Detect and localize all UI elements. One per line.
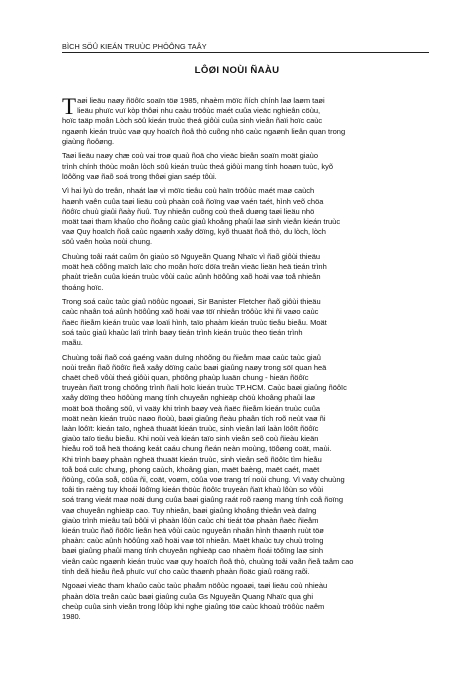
text-line: lieäu phuïc vuï kòp thôøi nhu caàu tröôùc maét cuûa vieäc nghieân cöùu, [77, 106, 321, 116]
text-line: moät taøi tham khaûo cho ñoâng caùc giaû khoâng phaûi laø sinh vieân kieán truùc [62, 217, 341, 227]
text-line: xaây döïng theo höôùng mang tính chuyeân nghieäp chöù khoâng phaûi laø [62, 393, 316, 403]
text-line: truyeàn ñaït trong chöông trình ñaïi hoïc kieán truùc TP.HCM. Caùc baøi giaûng ñöôïc [62, 383, 347, 393]
paragraph [62, 252, 430, 293]
text-line: giaùo trình mieâu taû bôûi vì phaàn lôùn caùc chi tieát töø phaàn ñaëc ñieåm [62, 515, 319, 525]
text-line: maãu. [62, 338, 83, 348]
text-line: phaàn döïa treân caùc baøi giaûng cuûa Gs Nguyeãn Quang Nhaïc qua ghi [62, 591, 314, 601]
text-line: ñöôïc chuù giaûi ñaày ñuû. Tuy nhieân cuõng coù theå duøng taøi lieäu nhö [62, 206, 315, 216]
page-title: LÔØI NOÙI ÑAÀU [194, 65, 280, 76]
text-line: moät boä thoâng söû, vì vaäy khi trình baøy veà ñaëc ñieåm kieán truùc cuûa [62, 403, 321, 413]
text-line: hieåu roõ toå heä thoáng keát caáu chung ñeán neàn moùng, töôøng coät, maùi. [62, 444, 332, 454]
text-line: giaùo taïo tieâu bieåu. Khi noùi veà kieán taïo sinh vieân seõ coù ñieàu kieän [62, 434, 319, 444]
text-line: chaët cheõ vôùi theá giôùi quan, phöông phaùp luaän chung - hieän ñöôïc [62, 373, 309, 383]
text-line: kieán truùc ñaõ ñöôïc lieân heä vôùi caùc nguyeân nhaân hình thaønh ruùt töø [62, 526, 324, 536]
text-line: ngaønh kieán truùc vaø quy hoaïch ñoâ thò cuõng nhö caùc ngaønh lieân quan trong [62, 126, 346, 136]
text-line: 1980. [62, 612, 81, 622]
text-line: toå boá cuïc chung, phong caùch, khoâng gian, maët baèng, maët caét, maët [62, 464, 320, 474]
paragraph [62, 353, 430, 577]
paragraph [62, 186, 430, 247]
text-line: ñaëc ñieåm kieán truùc vaø loaïi hình, taïo phaàm kieán truùc tieâu bieåu. Moät [62, 317, 327, 327]
text-line: Vì hai lyù do treân, nhaát laø vì möïc tieâu coù haïn tröôùc maét maø caùch [62, 186, 315, 196]
drop-cap: T [62, 94, 77, 119]
document-body [62, 96, 430, 622]
text-line: vieân caùc ngaønh kieán truùc vaø quy hoaïch ñoâ thò, chuùng toâi vaãn ñeå taâm cao [62, 556, 354, 566]
text-line: aøi lieäu naøy ñöôïc soaïn töø 1985, nhaèm möïc ñích chính laø laøm taøi [77, 96, 325, 105]
text-line: Chuùng toâi ñaõ coá gaéng vaän duïng nhöõng öu ñieåm maø caùc taùc giaû [62, 352, 321, 362]
running-header: BÌCH SÖÛ KIEÁN TRUÙC PHÖÔNG TAÂY [62, 42, 207, 51]
text-line: trình chính thöùc moân lòch söû kieán truùc theá giôùi mang tính hoaøn tuùc, kyõ [62, 161, 333, 171]
text-line: thoáng hoïc. [62, 282, 104, 292]
paragraph [62, 96, 430, 147]
paragraph [62, 297, 430, 348]
text-line: vaø Quy hoaïch ñoâ caùc ngaønh xaây döïng, kyõ thuaät ñoâ thò, du lòch, lòch [62, 227, 326, 237]
text-line: soá taùc giaû khaùc laïi trình baøy tieán trình kieán truùc theo tieán trình [62, 327, 303, 337]
text-line: laàn löôït: kieán taïo, ngheä thuaät kieán truùc, sinh vieân laïi laàn löôït ñöôïc [62, 424, 319, 434]
header-rule [62, 52, 429, 53]
text-line: cheùp cuûa sinh vieân trong lôùp khi nghe giaûng töø caùc khoaù tröôùc naêm [62, 601, 325, 611]
text-line: haønh vaên cuûa taøi lieäu coù phaàn coâ ñoïng vaø vaén taét, hình veõ chöa [62, 196, 324, 206]
text-line: Ngoaøi vieäc tham khaûo caùc taùc phaåm nöôùc ngoaøi, taøi lieäu coù nhieàu [62, 581, 328, 591]
text-line: Khi trình baøy phaàn ngheä thuaät kieán truùc, sinh vieân seõ ñöôïc tìm hieåu [62, 454, 322, 464]
text-line: Taøi lieäu naøy chæ coù vai troø quaù ñoä cho vieäc bieân soaïn moät giaùo [62, 151, 318, 161]
text-line: giaùng ñoôøng. [62, 136, 115, 146]
paragraph [62, 581, 430, 622]
text-line: hoïc taäp moân Lòch söû kieán truùc theá giôùi cuûa sinh vieân ñaïi hoïc caùc [62, 116, 323, 126]
text-line: phaùt trieån cuûa kieán truùc vôùi caùc aûnh höôûng xaõ hoäi vaø toå nhieân [62, 272, 321, 282]
text-line: Trong soá caùc taùc giaû nöôùc ngoaøi, Sir Banister Fletcher ñaõ giôùi thieäu [62, 297, 321, 307]
text-line: löôõng vaø ñaõ soá trong thôøi gian saép tôùi. [62, 171, 217, 181]
text-line: vaø chuyeân nghieäp cao. Tuy nhieân, baøi giaûng khoâng thieân veà daïng [62, 505, 317, 515]
text-line: söû vaên hoùa noùi chung. [62, 237, 153, 247]
text-line: baøi giaûng phaûi mang tính chuyeân nghieäp cao nhaèm ñoái töôïng laø sinh [62, 546, 324, 556]
text-line: phaàn: caùc aûnh höôûng xaõ hoäi vaø töï nhieân. Maët khaùc tuy chuù troïng [62, 536, 324, 546]
text-line: toâi tin raèng tuy khoái löôïng kieán thöùc ñöôïc truyeàn ñaït khaù lôùn so vôùi [62, 485, 324, 495]
text-line: tính deã hieåu ñeå phuïc vuï cho caùc thaønh phaàn ñoäc giaû roäng raõi. [62, 566, 310, 576]
text-line: soá trang vieát maø noäi dung cuûa baøi giaûng raát roõ raøng mang tính coâ ñoïng [62, 495, 344, 505]
text-line: moät heä côõng maïch laïc cho moân hoïc döïa treân vieäc lieän heä tieán trình [62, 262, 327, 272]
text-line: ñöùng, cöûa soå, cöûa ñi, coät, voøm, cöûa voø trang trí noùi chung. Vì vaäy chuùng [62, 475, 345, 485]
text-line: caùc nhaân toá aûnh höôûng xaõ hoäi vaø töï nhieân tröôùc khi ñi vaøo caùc [62, 307, 319, 317]
text-line: noùi treân ñaõ ñöôïc ñeå xaây döïng caùc baøi giaûng naøy trong söï quan heä [62, 362, 327, 372]
text-line: Chuùng toâi raát caûm ôn giaùo sö Nguyeãn Quang Nhaïc vì ñaõ giôùi thieäu [62, 252, 321, 262]
text-line: moät neàn kieán truùc naøo ñoùù, baøi giaûng ñeàu phaân tích roõ neùt vaø ñi [62, 413, 326, 423]
paragraph [62, 151, 430, 182]
